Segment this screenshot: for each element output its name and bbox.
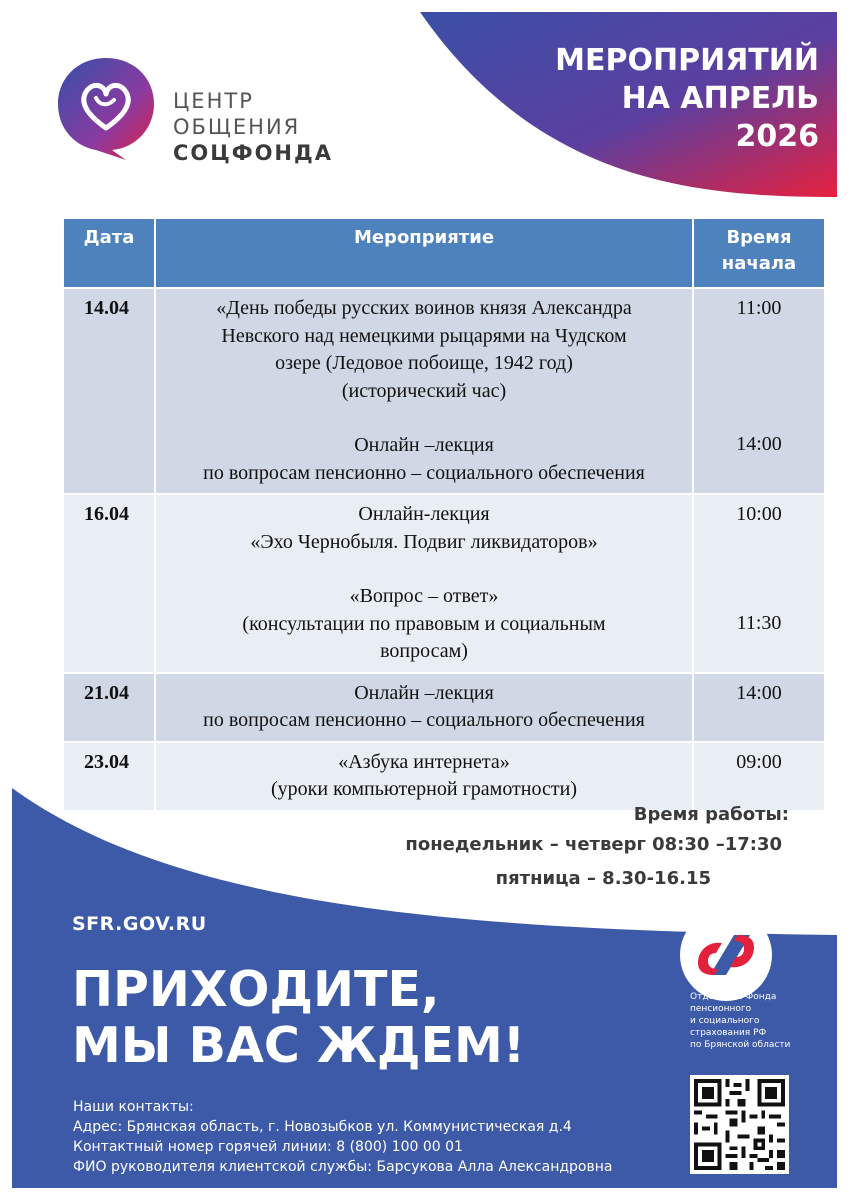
contacts-manager: ФИО руководителя клиентской службы: Барсукова Алла Александровна (73, 1159, 613, 1175)
working-hours-title: Время работы: (633, 804, 789, 825)
event-text-line: по вопросам пенсионно – социального обеспечения (203, 709, 645, 731)
logo-line: ЦЕНТР (173, 89, 254, 113)
event-time-value: 14:00 (736, 681, 782, 704)
sfr-logo-icon (680, 909, 772, 1001)
qr-code-icon[interactable] (690, 1075, 789, 1174)
qr-code-icon (690, 1075, 789, 1174)
event-text-line: Невского над немецкими рыцарями на Чудском (221, 324, 627, 347)
table-row (63, 494, 825, 673)
contacts-address: Адрес: Брянская область, г. Новозыбков ул. Коммунистическая д.4 (73, 1119, 572, 1135)
table-row (63, 288, 825, 494)
slogan-line: МЫ ВАС ЖДЕМ! (72, 1017, 526, 1074)
logo-line: ОБЩЕНИЯ (173, 115, 301, 139)
event-date: 21.04 (63, 673, 155, 742)
working-hours-weekdays: понедельник – четверг 08:30 –17:30 (405, 834, 782, 855)
event-text-line: вопросам) (380, 640, 468, 662)
sfr-caption-line: страхования РФ (690, 1028, 767, 1038)
sfr-caption-line: пенсионного (690, 1004, 752, 1014)
event-text-line: Онлайн –лекция (354, 434, 494, 456)
working-hours-friday: пятница – 8.30-16.15 (495, 868, 711, 889)
sfr-logo-icon (680, 909, 772, 1001)
event-text-line: «День победы русских воинов князя Александра (216, 297, 632, 319)
event-text-line: «Вопрос – ответ» (349, 585, 499, 607)
contacts-phone: Контактный номер горячей линии: 8 (800) 100 00 01 (73, 1139, 463, 1155)
banner-title-line: 2026 (735, 119, 819, 154)
sfr-caption-line: по Брянской области (690, 1040, 791, 1050)
contacts-title: Наши контакты: (73, 1099, 194, 1115)
heart-speech-bubble-icon (56, 56, 156, 160)
banner-title (489, 42, 819, 156)
event-time (693, 288, 825, 494)
event-text-line: Онлайн-лекция (358, 503, 490, 525)
banner-title-line: МЕРОПРИЯТИЙ (555, 43, 819, 78)
event-text-line: «Азбука интернета» (338, 750, 510, 773)
event-text-line: «Эхо Чернобыля. Подвиг ликвидаторов» (250, 530, 598, 553)
slogan (72, 962, 525, 1074)
sfr-caption-line: и социального (690, 1016, 760, 1026)
event-text-line: (консультации по правовым и социальным (242, 612, 606, 635)
column-header-time: Время начала (693, 218, 825, 288)
event-date: 16.04 (63, 494, 155, 673)
website-link[interactable]: SFR.GOV.RU (72, 913, 207, 935)
event-time (693, 673, 825, 742)
sfr-caption-line: Отделение Фонда (690, 992, 777, 1002)
event-time-value: 09:00 (736, 750, 782, 773)
column-header-date: Дата (63, 218, 155, 288)
event-text-line: озере (Ледовое побоище, 1942 год) (275, 352, 573, 374)
logo-line: СОЦФОНДА (173, 141, 333, 165)
column-header-event: Мероприятие (155, 218, 693, 288)
sfr-caption (690, 991, 820, 1051)
banner-title-line: НА АПРЕЛЬ (621, 81, 819, 116)
event-time (693, 494, 825, 673)
event-text-line: (уроки компьютерной грамотности) (271, 778, 577, 800)
event-time-value: 10:00 (736, 503, 782, 525)
event-date: 23.04 (63, 742, 155, 811)
slogan-line: ПРИХОДИТЕ, (72, 961, 440, 1018)
event-description (155, 288, 693, 494)
event-text-line: Онлайн –лекция (354, 681, 494, 704)
table-header-row (63, 218, 825, 288)
event-time-value: 11:00 (736, 297, 782, 319)
contacts (73, 1097, 612, 1177)
event-date: 14.04 (63, 288, 155, 494)
event-time-value: 11:30 (736, 611, 782, 634)
event-description (155, 494, 693, 673)
table-row (63, 673, 825, 742)
logo-text (173, 88, 333, 166)
event-text-line: по вопросам пенсионно – социального обеспечения (203, 461, 645, 484)
event-description (155, 673, 693, 742)
event-time-value: 14:00 (736, 432, 782, 455)
events-table (62, 217, 826, 812)
event-text-line: (исторический час) (341, 379, 507, 402)
